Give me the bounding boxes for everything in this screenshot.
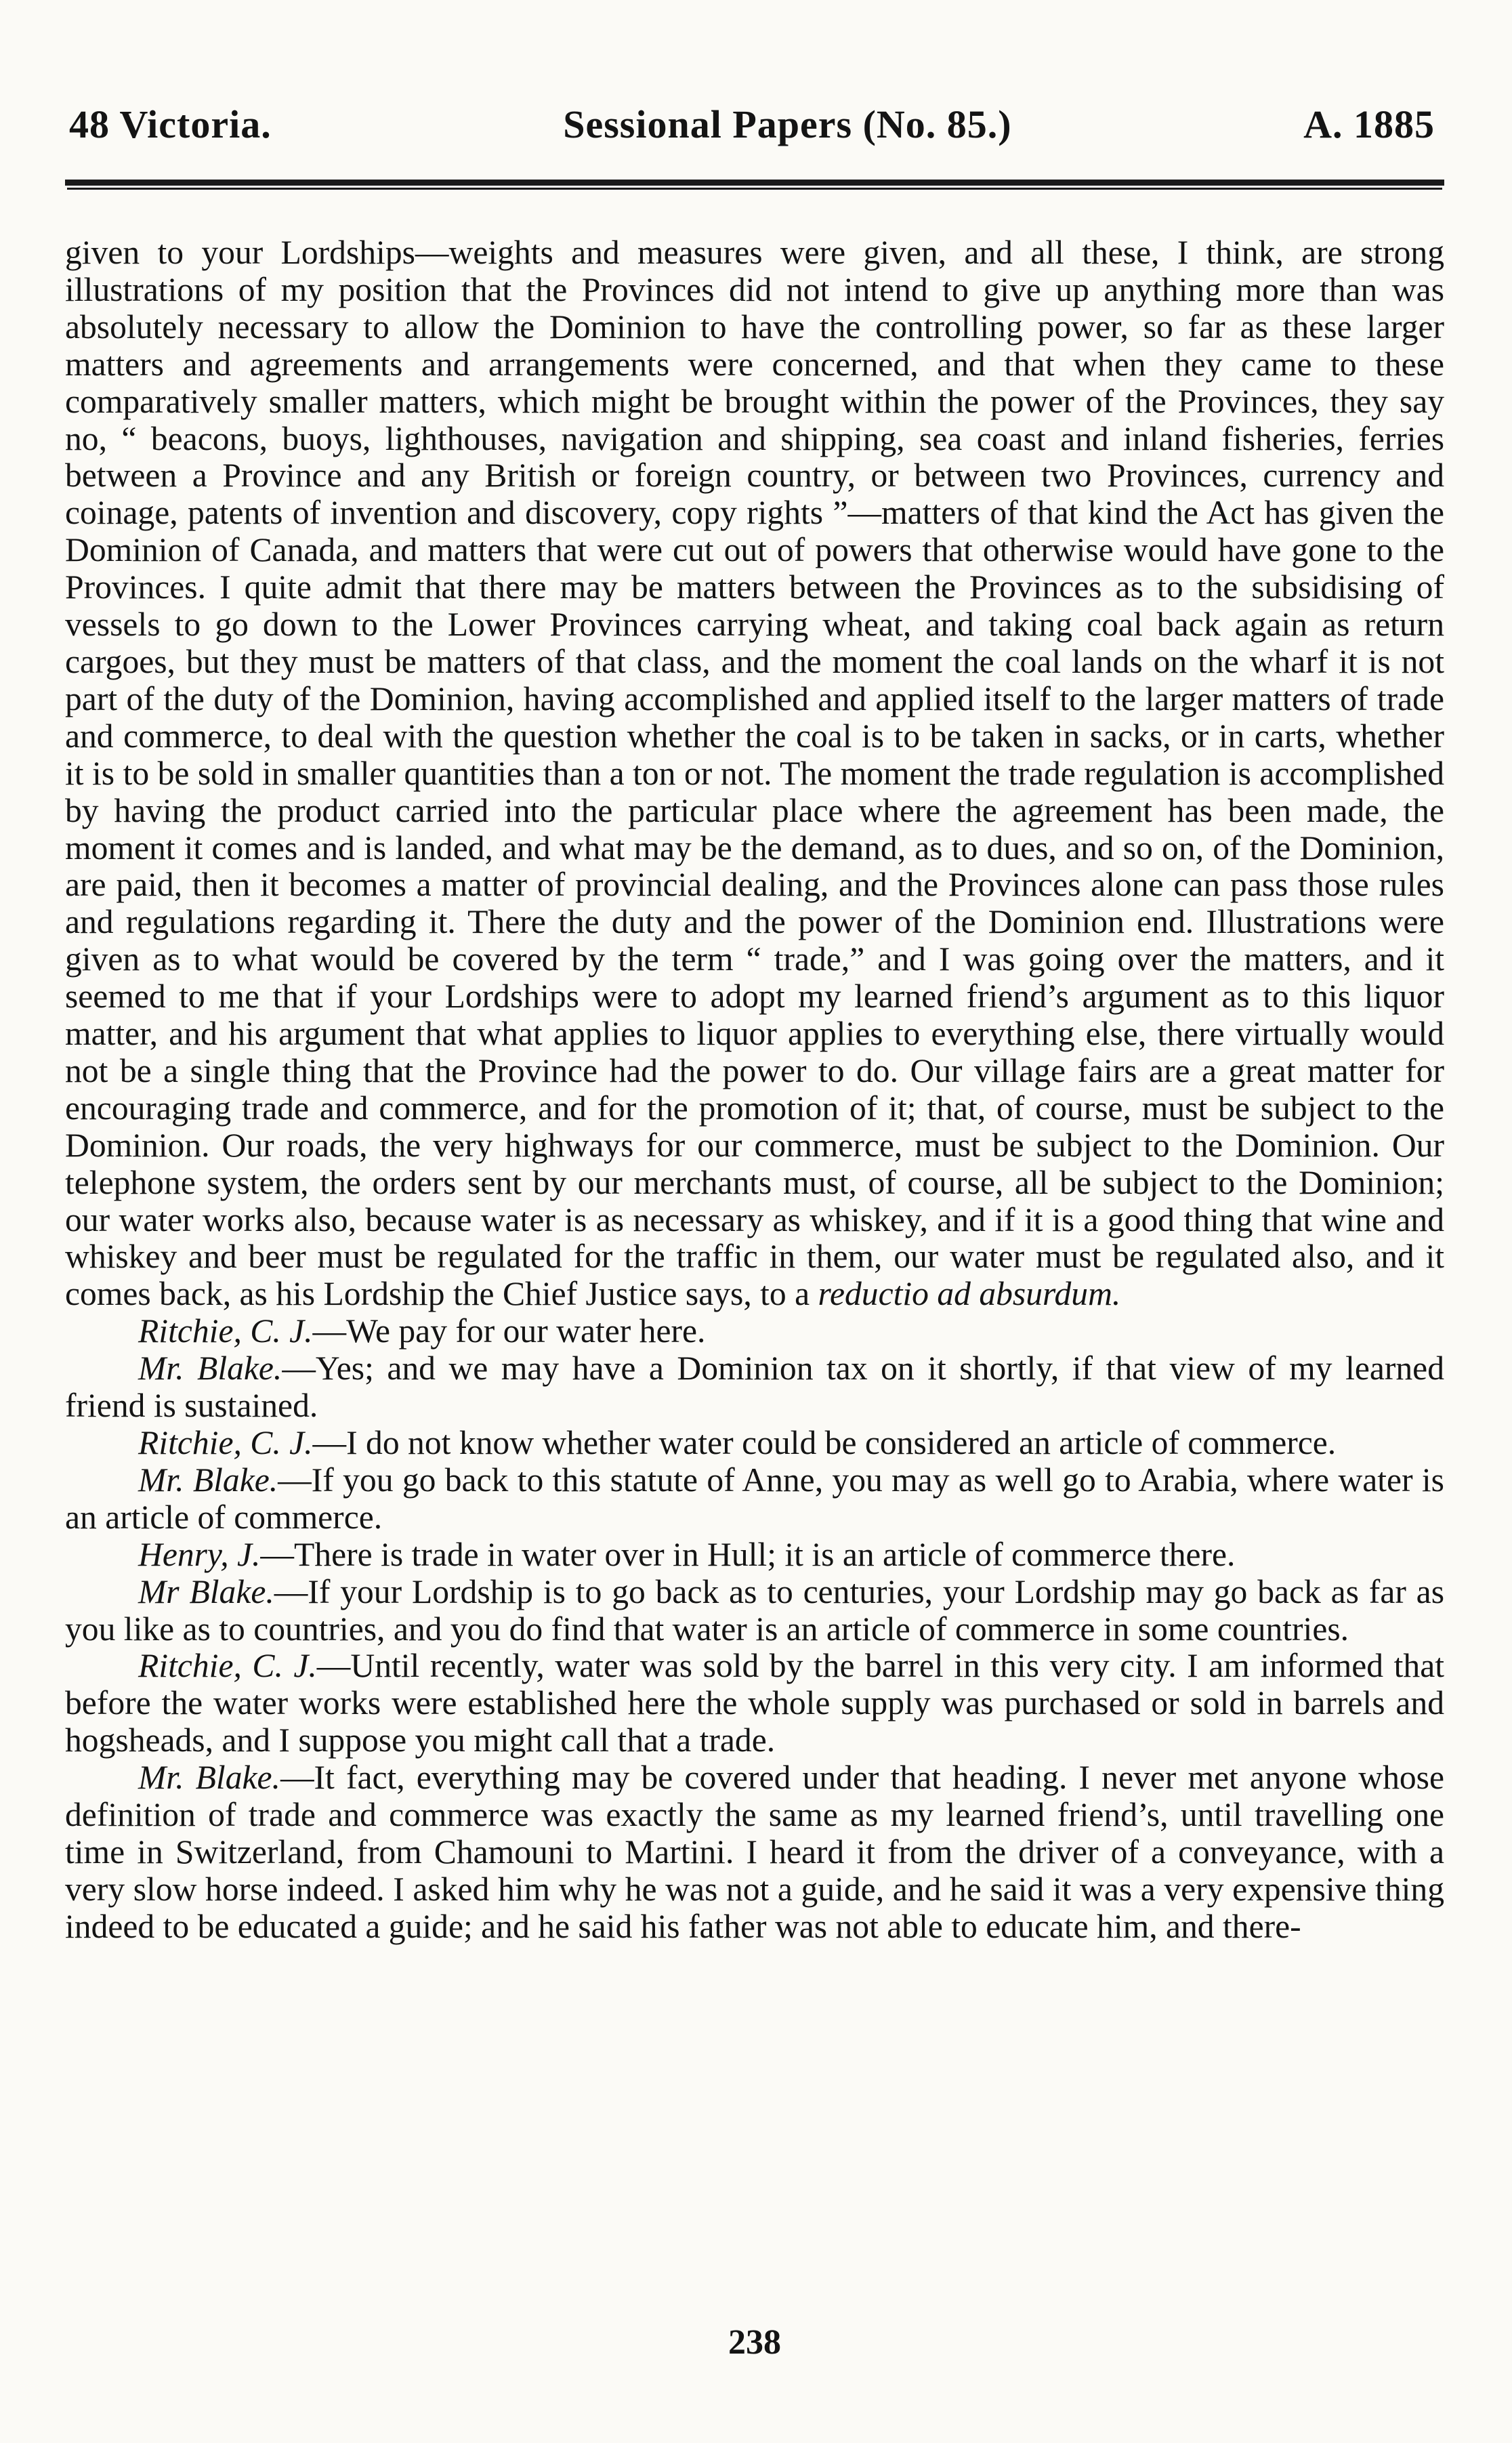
document-page [65,102,1444,2362]
exchange [65,1537,1444,1574]
speech-text: —We pay for our water here. [312,1312,706,1350]
exchange [65,1462,1444,1537]
speaker-name: Mr. Blake. [138,1461,278,1499]
speaker-name: Mr. Blake. [138,1759,280,1797]
paragraph-text: given to your Lordships—weights and measures were given, and all these, I think, are strong illustrations of my position that the Provinces did not intend to give up anything more than was absolutely necessary to allow the Dominion to have the controlling power, so far as these larger matters and agreements and arrangements were concerned, and that when they came to these comparatively smaller matters, which might be brought within the power of the Provinces, they say no, “ beacons, buoys, lighthouses, navigation and shipping, sea coast and inland fisheries, ferries between a Province and any British or foreign country, or between two Provinces, currency and coinage, patents of invention and discovery, copy rights ”—matters of that kind the Act has given the Dominion of Canada, and matters that were cut out of powers that otherwise would have gone to the Provinces. I quite admit that there may be matters between the Provinces as to the subsidising of vessels to go down to the Lower Provinces carrying wheat, and taking coal back again as return cargoes, but they must be matters of that class, and the moment the coal lands on the wharf it is not part of the duty of the Dominion, having accomplished and applied itself to the larger matters of trade and commerce, to deal with the question whether the coal is to be taken in sacks, or in carts, whether it is to be sold in smaller quantities than a ton or not. The moment the trade regulation is accomplished by having the product carried into the particular place where the agreement has been made, the moment it comes and is landed, and what may be the demand, as to dues, and so on, of the Dominion, are paid, then it becomes a matter of provincial dealing, and the Provinces alone can pass those rules and regulations regarding it. There the duty and the power of the Dominion end. Illustrations were given as to what would be covered by the term “ trade,” and I was going over the matters, and it seemed to me that if your Lordships were to adopt my learned friend’s argument as to this liquor matter, and his argument that what applies to liquor applies to everything else, there virtually would not be a single thing that the Province had the power to do. Our village fairs are a great matter for encouraging trade and commerce, and for the promotion of it; that, of course, must be subject to the Dominion. Our roads, the very highways for our commerce, must be subject to the Dominion. Our telephone system, the orders sent by our merchants must, of course, all be subject to the Dominion; our water works also, because water is as necessary as whiskey, and if it is a good thing that wine and whiskey and beer must be regulated for the traffic in them, our water must be regulated also, and it comes back, as his Lordship the Chief Justice says, to a [65,234,1444,1313]
exchange [65,1648,1444,1759]
latin-phrase: reductio ad absurdum. [818,1275,1121,1313]
page-number: 238 [728,2323,781,2362]
header-session: 48 Victoria. [69,102,272,146]
speaker-name: Ritchie, C. J. [138,1312,313,1350]
speech-text: —If your Lordship is to go back as to centuries, your Lordship may go back as far as you like as to countries, and you do find that water is an article of commerce in some countries. [65,1572,1444,1648]
speaker-name: Mr. Blake. [138,1350,282,1387]
speech-text: —If you go back to this statute of Anne, you may as well go to Arabia, where water is an article of commerce. [65,1461,1444,1536]
exchange [65,1350,1444,1425]
exchange [65,1759,1444,1946]
speaker-name: Henry, J. [138,1535,261,1573]
paragraph-continued [65,234,1444,1313]
body-text [65,234,1444,1946]
speech-text: —Yes; and we may have a Dominion tax on it shortly, if that view of my learned friend is sustained. [65,1350,1444,1425]
header-title: Sessional Papers (No. 85.) [563,102,1012,146]
speech-text: —There is trade in water over in Hull; it is an article of commerce there. [260,1535,1236,1573]
header-year: A. 1885 [1303,102,1435,146]
speech-text: —It fact, everything may be covered under that heading. I never met anyone whose definition of trade and commerce was exactly the same as my learned friend’s, until travelling one time in Switzerland, from Chamouni to Martini. I heard it from the driver of a conveyance, with a very slow horse indeed. I asked him why he was not a guide, and he said it was a very expensive thing indeed to be educated a guide; and he said his father was not able to educate him, and there- [65,1759,1444,1945]
speaker-name: Ritchie, C. J. [138,1424,313,1461]
running-header [65,102,1444,147]
exchange [65,1425,1444,1462]
speech-text: —I do not know whether water could be considered an article of commerce. [312,1424,1337,1461]
exchange [65,1574,1444,1648]
header-rule [65,180,1444,186]
exchange [65,1313,1444,1350]
speaker-name: Ritchie, C. J. [138,1647,317,1685]
speaker-name: Mr Blake. [138,1572,274,1610]
speech-text: —Until recently, water was sold by the barrel in this very city. I am informed that before the water works were established here the whole supply was purchased or sold in barrels and hogsheads, and I suppose you might call that a trade. [65,1647,1444,1759]
